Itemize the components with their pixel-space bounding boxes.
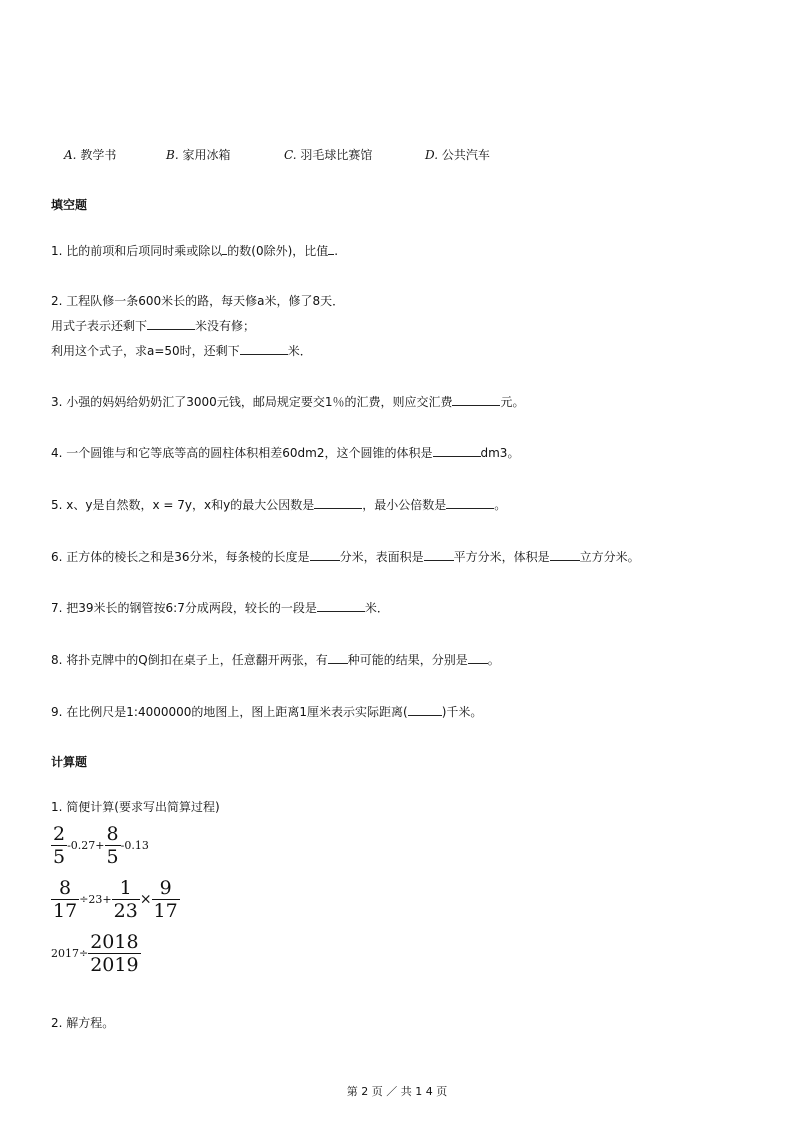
fill-question-6 (51, 548, 640, 565)
option-a (64, 146, 116, 163)
question-number: 8. (51, 653, 63, 667)
expression-operator: ÷23+ (79, 893, 112, 906)
fill-question-3 (51, 393, 524, 410)
expression-3 (51, 932, 141, 975)
question-number: 2. (51, 294, 63, 308)
denominator: 5 (106, 846, 119, 868)
answer-blank[interactable] (317, 599, 365, 612)
question-text: )千米。 (441, 705, 483, 719)
section-heading-calc: 计算题 (51, 755, 88, 769)
answer-blank[interactable] (452, 393, 500, 406)
question-text: 比的前项和后项同时乘或除以 (66, 244, 223, 258)
question-number: 5. (51, 498, 63, 512)
answer-blank[interactable] (328, 651, 348, 664)
expression-2 (51, 878, 180, 921)
question-number: 3. (51, 395, 63, 409)
question-text: 工程队修一条600米长的路，每天修a米，修了8天． (66, 294, 345, 308)
question-text: 种可能的结果，分别是 (347, 653, 468, 667)
question-text: x、y是自然数，x = 7y，x和y的最大公因数是 (66, 498, 315, 512)
question-text: 用式子表示还剩下 (51, 319, 148, 333)
option-d (425, 146, 490, 163)
fraction (105, 824, 121, 867)
fraction (51, 824, 67, 867)
option-b-letter: B. (166, 148, 179, 162)
question-text: 正方体的棱长之和是36分米，每条棱的长度是 (66, 550, 310, 564)
numerator: 8 (59, 877, 72, 899)
fraction (152, 878, 180, 921)
calc-question-2 (51, 1015, 114, 1031)
option-d-letter: D. (425, 148, 439, 162)
fill-question-5 (51, 496, 506, 513)
option-d-text: 公共汽车 (441, 148, 490, 162)
option-c (284, 146, 372, 163)
question-text: 。 (487, 653, 500, 667)
answer-blank[interactable] (433, 444, 481, 457)
question-text: 元。 (500, 395, 525, 409)
question-text: 分米，表面积是 (339, 550, 424, 564)
question-text: 平方分米，体积是 (453, 550, 550, 564)
answer-blank[interactable] (240, 342, 288, 355)
fill-question-2 (51, 293, 344, 309)
answer-blank[interactable] (424, 548, 454, 561)
fraction (112, 878, 140, 921)
question-text: 。 (494, 498, 507, 512)
answer-blank[interactable] (314, 496, 362, 509)
answer-blank[interactable] (310, 548, 340, 561)
denominator: 23 (113, 900, 138, 922)
fill-question-4 (51, 444, 519, 461)
question-text: 米没有修； (195, 319, 256, 333)
denominator: 2019 (90, 954, 139, 976)
option-a-text: 教学书 (80, 148, 117, 162)
question-number: 1. (51, 244, 63, 258)
question-number: 6. (51, 550, 63, 564)
answer-blank[interactable] (468, 651, 488, 664)
denominator: 5 (53, 846, 66, 868)
question-number: 2. (51, 1016, 63, 1030)
expression-tail: -0.13 (120, 839, 149, 852)
question-text: 米． (364, 601, 389, 615)
expression-operator: -0.27+ (67, 839, 105, 852)
question-number: 1. (51, 800, 63, 814)
expression-lead: 2017÷ (51, 947, 89, 960)
fill-question-8 (51, 651, 500, 668)
question-number: 7. (51, 601, 63, 615)
fraction (51, 878, 79, 921)
expression-1 (51, 824, 149, 867)
numerator: 9 (159, 877, 172, 899)
question-text: 一个圆锥与和它等底等高的圆柱体积相差60dm2，这个圆锥的体积是 (66, 446, 433, 460)
question-text: 立方分米。 (579, 550, 640, 564)
question-text: . (334, 244, 339, 258)
denominator: 17 (153, 900, 178, 922)
page-footer: 第 2 页 ／ 共 1 4 页 (346, 1085, 448, 1098)
question-text: 小强的妈妈给奶奶汇了3000元钱，邮局规定要交1％的汇费，则应交汇费 (66, 395, 453, 409)
question-text: 简便计算(要求写出简算过程) (66, 800, 220, 814)
section-heading-fill: 填空题 (51, 198, 88, 212)
option-c-letter: C. (284, 148, 297, 162)
question-text: ，最小公倍数是 (362, 498, 447, 512)
fraction (88, 932, 140, 975)
numerator: 1 (119, 877, 132, 899)
option-c-text: 羽毛球比赛馆 (300, 148, 373, 162)
option-b (166, 146, 230, 163)
question-text: 在比例尺是1:4000000的地图上，图上距离1厘米表示实际距离( (66, 705, 408, 719)
question-text: 将扑克牌中的Q倒扣在桌子上，任意翻开两张，有 (66, 653, 328, 667)
answer-blank[interactable] (446, 496, 494, 509)
fill-question-9 (51, 703, 482, 720)
denominator: 17 (53, 900, 78, 922)
numerator: 8 (106, 823, 119, 845)
question-text: 的数(0除外)，比值 (227, 244, 329, 258)
question-text: 把39米长的钢管按6:7分成两段，较长的一段是 (66, 601, 317, 615)
option-a-letter: A. (64, 148, 77, 162)
fill-question-7 (51, 599, 389, 616)
question-number: 4. (51, 446, 63, 460)
answer-blank[interactable] (147, 317, 195, 330)
fill-question-2-line-2 (51, 317, 255, 334)
answer-blank[interactable] (408, 703, 442, 716)
numerator: 2018 (90, 931, 139, 953)
multiply-operator: × (139, 891, 152, 908)
calc-question-1 (51, 799, 220, 815)
question-text: 利用这个式子，求a=50时，还剩下 (51, 344, 240, 358)
option-b-text: 家用冰箱 (182, 148, 231, 162)
answer-blank[interactable] (550, 548, 580, 561)
question-number: 9. (51, 705, 63, 719)
numerator: 2 (53, 823, 66, 845)
question-text: 解方程。 (66, 1016, 115, 1030)
question-text: 米． (287, 344, 312, 358)
question-text: dm3。 (480, 446, 520, 460)
fill-question-1 (51, 242, 338, 259)
fill-question-2-line-3 (51, 342, 312, 359)
